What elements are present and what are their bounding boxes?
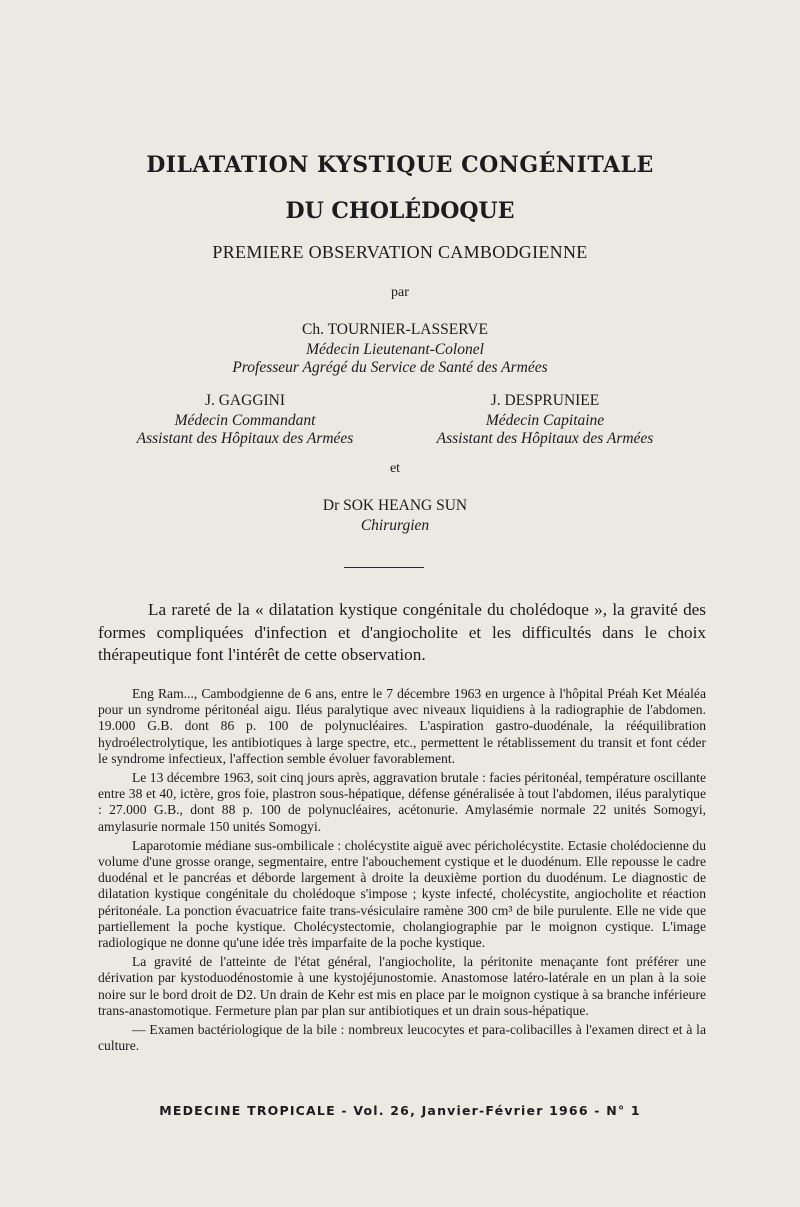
author-main xyxy=(0,321,790,377)
author-main-role1: Médecin Lieutenant-Colonel xyxy=(306,341,484,358)
journal-footer: MEDECINE TROPICALE - Vol. 26, Janvier-Février 1966 - N° 1 xyxy=(159,1103,641,1118)
title-line-2: DU CHOLÉDOQUE xyxy=(285,198,515,224)
par-label: par xyxy=(391,285,409,300)
separator-rule xyxy=(344,567,424,568)
title-line-1: DILATATION KYSTIQUE CONGÉNITALE xyxy=(146,152,654,178)
subtitle: PREMIERE OBSERVATION CAMBODGIENNE xyxy=(212,242,588,262)
author-main-name: Ch. TOURNIER-LASSERVE xyxy=(302,321,488,338)
author-right-role2: Assistant des Hôpitaux des Armées xyxy=(436,430,654,447)
author-right-name: J. DESPRUNIEE xyxy=(490,392,600,409)
author-left-role1: Médecin Commandant xyxy=(174,412,316,429)
author-last xyxy=(0,497,790,535)
paragraph-3: Laparotomie médiane sus-ombilicale : cholécystite aiguë avec péricholécystite. Ectasie cholédocienne du volume d'une grosse orange, segmentaire, entre l'abouchement cystique et le duodénum. Elle repousse le cadre duodénal et le pancréas et déborde largement à droite la deuxième portion du duodénum. Le diagnostic de dilatation kystique congénitale du cholédoque s'impose ; kyste infecté, cholécystite, angiocholite et réaction péritonéale. La ponction évacuatrice faite trans-vésiculaire ramène 300 cm³ de bile purulente. Elle ne vide que partiellement la poche kystique. Cholécystectomie, cholangiographie par le moignon cystique. L'image radiologique ne donne qu'une idée très imparfaite de la poche kystique. xyxy=(98,837,706,951)
paragraph-2: Le 13 décembre 1963, soit cinq jours après, aggravation brutale : facies péritonéal, température oscillante entre 38 et 40, ictère, gros foie, plastron sous-hépatique, défense généralisée à tout l'abdomen, iléus paralytique : 27.000 G.B., dont 88 p. 100 de polynucléaires, acétonurie. Amylasémie normale 22 unités Somogyi, amylasurie normale 150 unités Somogyi. xyxy=(98,770,706,834)
abstract: La rareté de la « dilatation kystique congénitale du cholédoque », la gravité des formes compliquées d'infection et d'angiocholite et les difficultés dans le choix thérapeutique font l'intérêt de cette observation. xyxy=(98,600,706,664)
author-left-name: J. GAGGINI xyxy=(204,392,286,409)
paragraph-1: Eng Ram..., Cambodgienne de 6 ans, entre le 7 décembre 1963 en urgence à l'hôpital Préah Ket Méaléa pour un syndrome péritonéal aigu. Iléus paralytique avec niveaux liquidiens à la radiographie de l'abdomen. 19.000 G.B. dont 86 p. 100 de polynucléaires. L'aspiration gastro-duodénale, la rééquilibration hydroélectrolytique, les antibiotiques à large spectre, etc., permettent le rétablissement du transit et font céder le syndrome infectieux, l'affection semble évoluer favorablement. xyxy=(98,686,706,766)
author-left xyxy=(90,392,400,448)
paragraph-5: — Examen bactériologique de la bile : nombreux leucocytes et para-colibacilles à l'examen direct et à la culture. xyxy=(98,1022,706,1054)
author-right xyxy=(405,392,685,448)
author-main-role2: Professeur Agrégé du Service de Santé des Armées xyxy=(232,359,548,376)
author-last-role1: Chirurgien xyxy=(360,517,430,534)
author-last-name: Dr SOK HEANG SUN xyxy=(322,497,468,514)
author-right-role1: Médecin Capitaine xyxy=(485,412,605,429)
author-left-role2: Assistant des Hôpitaux des Armées xyxy=(136,430,354,447)
paragraph-4: La gravité de l'atteinte de l'état général, l'angiocholite, la péritonite menaçante font préférer une dérivation par kystoduodénostomie à une kystojéjunostomie. Anastomose latéro-latérale en un plan à la soie noire sur le bord droit de D2. Un drain de Kehr est mis en place par le moignon cystique à sa branche inférieure trans-anastomotique. Fermeture plan par plan sur antibiotiques et un drain sous-hépatique. xyxy=(98,954,706,1018)
et-label: et xyxy=(389,461,401,476)
article-body xyxy=(98,686,706,1057)
